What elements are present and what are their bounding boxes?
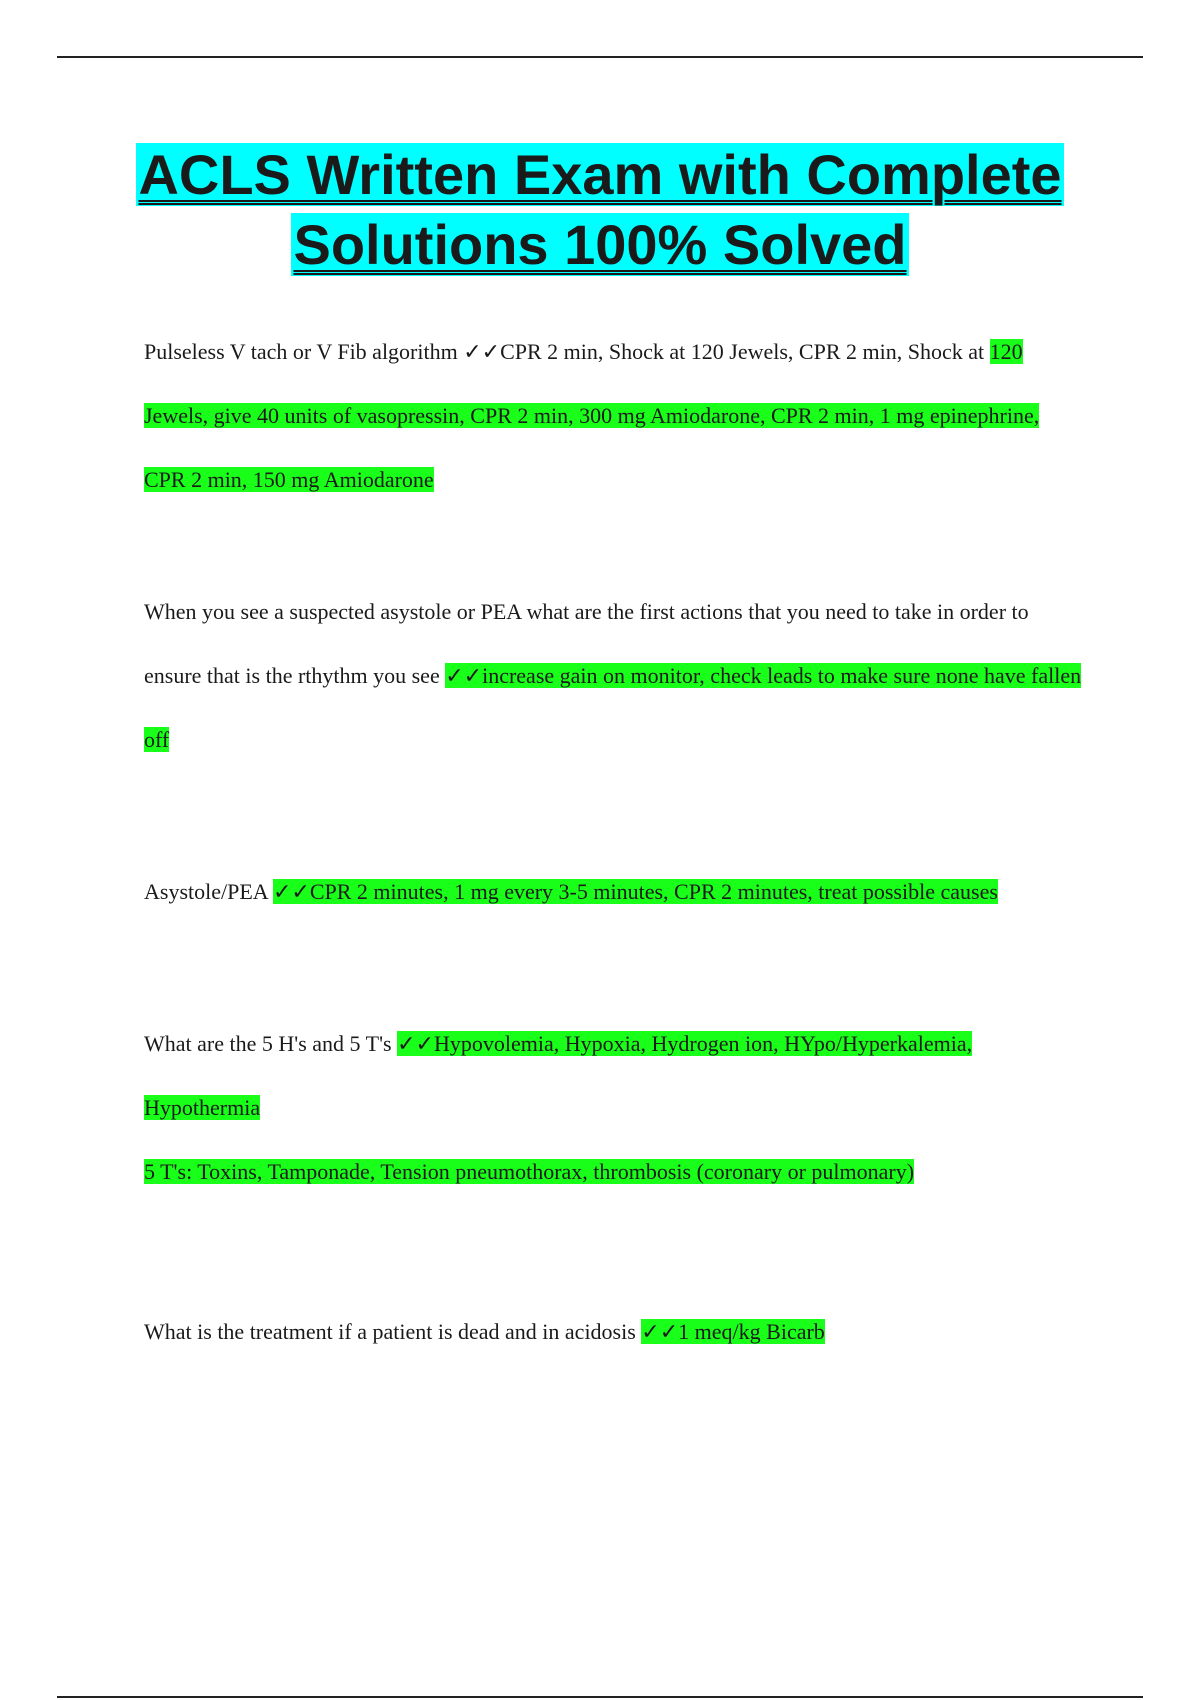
answer-highlight: ✓✓CPR 2 minutes, 1 mg every 3-5 minutes, CPR 2 minutes, treat possible causes bbox=[272, 879, 998, 904]
answer-text: CPR 2 min, Shock at 120 Jewels, CPR 2 min, Shock at bbox=[500, 339, 985, 364]
bottom-rule bbox=[57, 1696, 1143, 1698]
top-rule bbox=[57, 56, 1143, 58]
answer-highlight-2: 5 T's: Toxins, Tamponade, Tension pneumothorax, thrombosis (coronary or pulmonary) bbox=[144, 1159, 915, 1184]
question-text: Pulseless V tach or V Fib algorithm bbox=[144, 339, 464, 364]
qa-item-5 bbox=[144, 1300, 1084, 1364]
qa-item-4 bbox=[144, 1012, 1084, 1204]
qa-item-3 bbox=[144, 860, 1104, 924]
answer-highlight: ✓✓Hypovolemia, Hypoxia, Hydrogen ion, HYpo/Hyperkalemia, Hypothermia bbox=[144, 1031, 973, 1120]
title-line-1: ACLS Written Exam with Complete bbox=[138, 143, 1062, 206]
title-line-2: Solutions 100% Solved bbox=[293, 213, 907, 276]
question-text: What is the treatment if a patient is dead and in acidosis bbox=[144, 1319, 642, 1344]
question-text: Asystole/PEA bbox=[144, 879, 273, 904]
question-text: What are the 5 H's and 5 T's bbox=[144, 1031, 398, 1056]
answer-highlight: ✓✓1 meq/kg Bicarb bbox=[641, 1319, 825, 1344]
answer-highlight: ✓✓increase gain on monitor, check leads to make sure none have fallen off bbox=[144, 663, 1082, 752]
checkmark-icon: ✓✓ bbox=[463, 339, 501, 364]
question-text: When you see a suspected asystole or PEA what are the first actions that you need to take in order to ensure that is the rthythm you see bbox=[144, 599, 1029, 688]
document-title bbox=[57, 140, 1143, 280]
answer-highlight: 120 Jewels, give 40 units of vasopressin, CPR 2 min, 300 mg Amiodarone, CPR 2 min, 1 mg epinephrine, CPR 2 min, 150 mg Amiodarone bbox=[144, 339, 1040, 492]
qa-item-2 bbox=[144, 580, 1084, 772]
qa-item-1 bbox=[144, 320, 1084, 512]
